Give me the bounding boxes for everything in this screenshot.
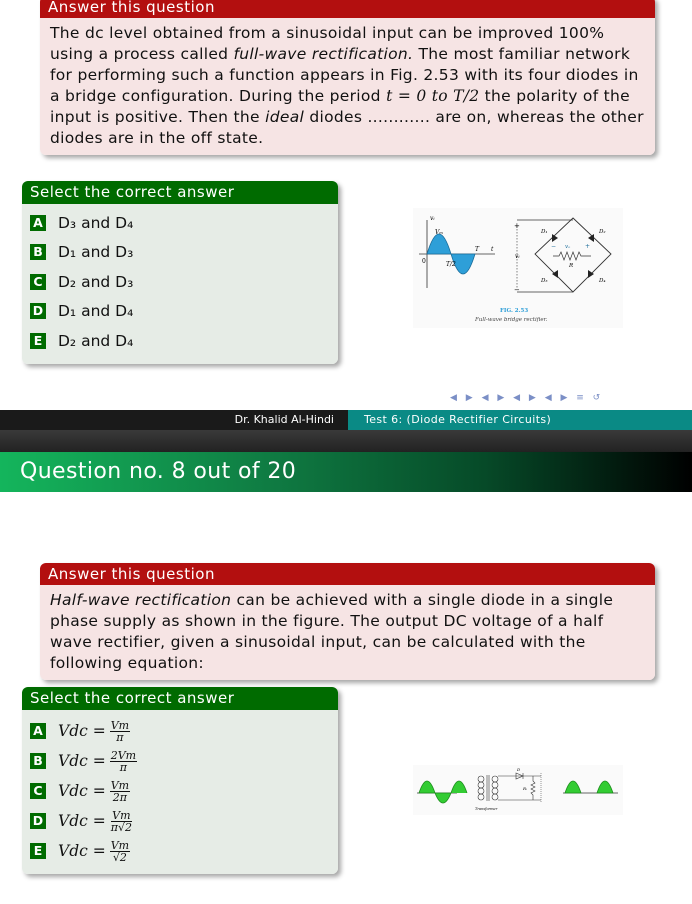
option-letter[interactable]: D [30,303,46,319]
question-text-emph: full-wave rectification. [233,45,414,63]
slide-top-bar [0,430,692,452]
slide-title: Question no. 8 out of 20 [0,452,692,492]
load-resistor-icon [531,776,535,800]
option-e[interactable] [30,326,330,356]
answer-block-2 [22,687,338,874]
option-lhs[interactable]: Vdc = [58,812,106,830]
vo-plus: + [585,243,591,250]
option-letter[interactable]: B [30,244,46,260]
fraction-numerator: Vm [112,808,131,822]
option-b[interactable] [30,746,330,776]
option-letter[interactable]: A [30,723,46,739]
vo-minus: − [551,243,557,250]
answer-block-1 [22,181,338,364]
fraction-numerator: 2Vm [110,748,137,762]
question-text-part: the polarity of the input is positive. Then the [50,87,631,126]
resistor-label: R [569,263,574,269]
option-letter[interactable]: E [30,843,46,859]
transformer-label: Transformer [475,807,498,811]
minus-sign: − [514,286,520,294]
option-fraction[interactable] [110,780,130,803]
option-fraction[interactable] [110,810,133,833]
fraction-denominator: π [116,730,124,744]
option-letter[interactable]: E [30,333,46,349]
question-text-part: can be achieved with a single diode in a single phase supply as shown in the figure. The output DC voltage of a half wave rectifier, given a sinusoidal input, can be calculated with the following equation: [50,591,614,672]
question-text-part: diodes ............ are on, whereas the other diodes are in the off state. [50,108,644,147]
option-lhs[interactable]: Vdc = [58,722,106,740]
d3-label: D₃ [541,278,548,284]
option-fraction[interactable] [110,840,130,863]
question-text-part: The most familiar network for performing such a function appears in Fig. 2.53 with its four diodes in a bridge configuration. During the period [50,45,639,105]
question-block-2 [40,563,655,680]
question-text-part: The dc level obtained from a sinusoidal input can be improved 100% using a process called [50,24,605,63]
time-label: t [491,246,494,253]
diode-label: D [517,767,521,772]
option-text[interactable]: D₂ and D₃ [58,272,134,291]
option-lhs[interactable]: Vdc = [58,842,106,860]
input-label: vᵢ [430,215,435,222]
option-c[interactable] [30,267,330,297]
option-fraction[interactable] [110,720,130,743]
option-d[interactable] [30,297,330,327]
answer-options [22,710,338,874]
footer-section: Test 6: (Diode Rectifier Circuits) [348,410,692,430]
fraction-numerator: Vm [110,838,130,852]
fraction-numerator: Vm [110,718,130,732]
load-label: Rₗ [523,786,527,791]
option-letter[interactable]: D [30,813,46,829]
diode-d3-icon [552,270,558,278]
option-lhs[interactable]: Vdc = [58,752,106,770]
d4-label: D₄ [599,278,606,284]
bridge-rectifier-diagram [413,208,623,328]
vm-label: Vₘ [435,229,444,236]
fraction-numerator: Vm [110,778,130,792]
half-wave-rectifier-diagram [413,765,623,815]
option-text[interactable]: D₂ and D₄ [58,331,134,350]
fraction-denominator: π [119,760,128,774]
question-block-1 [40,0,655,155]
option-letter[interactable]: B [30,753,46,769]
option-fraction[interactable] [110,750,137,773]
option-c[interactable] [30,776,330,806]
question-text [40,18,655,155]
half-wave-rectifier-figure [413,765,623,815]
fraction-denominator: √2 [112,850,127,864]
bridge-rectifier-figure [413,208,623,328]
question-header: Answer this question [40,563,655,585]
option-letter[interactable]: C [30,274,46,290]
option-text[interactable]: D₁ and D₃ [58,243,134,262]
question-text [40,585,655,680]
answer-header: Select the correct answer [22,687,338,710]
transformer-icon [478,775,498,801]
answer-header: Select the correct answer [22,181,338,204]
question-header: Answer this question [40,0,655,18]
half-period-label: T/2 [446,261,456,268]
answer-options [22,204,338,364]
question-math: t = 0 to T/2 [386,87,480,105]
fraction-denominator: π√2 [110,820,132,834]
question-text-emph: ideal [265,108,305,126]
diode-d4-icon [588,270,594,278]
origin-label: 0 [422,258,426,265]
vo-label: vₒ [565,244,571,250]
d2-label: D₂ [599,229,606,235]
figure-caption: Full-wave bridge rectifier. [475,317,548,323]
period-label: T [475,246,480,253]
option-a[interactable] [30,208,330,238]
option-d[interactable] [30,806,330,836]
footer-author: Dr. Khalid Al-Hindi [0,410,348,430]
resistor-icon [553,252,591,260]
option-letter[interactable]: A [30,215,46,231]
option-text[interactable]: D₃ and D₄ [58,213,134,232]
question-text-emph: Half-wave rectification [50,591,232,609]
d1-label: D₁ [541,229,548,235]
beamer-navigation[interactable]: ◀ ▶ ◀ ▶ ◀ ▶ ◀ ▶ ≡ ↺ [450,393,604,403]
option-e[interactable] [30,836,330,866]
plus-sign: + [514,222,520,230]
option-letter[interactable]: C [30,783,46,799]
option-text[interactable]: D₁ and D₄ [58,302,134,321]
figure-number: FIG. 2.53 [500,308,529,314]
option-lhs[interactable]: Vdc = [58,782,106,800]
option-a[interactable] [30,716,330,746]
option-b[interactable] [30,238,330,268]
footer-bar [0,410,692,430]
fraction-denominator: 2π [112,790,128,804]
source-label: vᵢ [515,253,520,260]
